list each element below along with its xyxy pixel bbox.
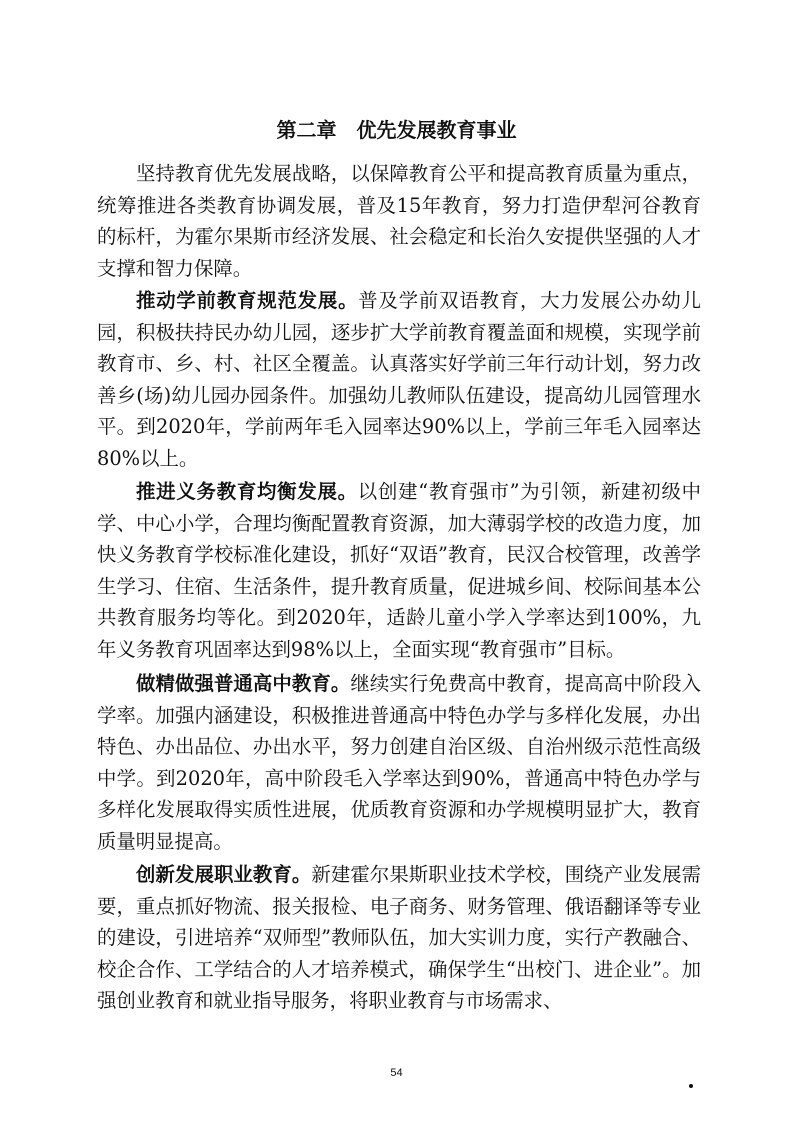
section-vocational-heading: 创新发展职业教育。 [136, 863, 312, 886]
section-compulsory [97, 476, 701, 665]
section-preschool [97, 285, 701, 474]
section-high-school-body: 继续实行免费高中教育，提高高中阶段入学率。加强内涵建设，积极推进普通高中特色办学与多样化发展，办出特色、办出品位、办出水平，努力创建自治区级、自治州级示范性高级中学。到2020年，高中阶段毛入学率达到90%，普通高中特色办学与多样化发展取得实质性进展，优质教育资源和办学规模明显扩大，教育质量明显提高。 [97, 672, 702, 853]
dot-mark [689, 1084, 693, 1088]
section-vocational [97, 859, 701, 1017]
page-number: 54 [390, 1067, 403, 1079]
intro-paragraph: 坚持教育优先发展战略，以保障教育公平和提高教育质量为重点，统筹推进各类教育协调发展，普及15年教育，努力打造伊犁河谷教育的标杆，为霍尔果斯市经济发展、社会稳定和长治久安提供坚强的人才支撑和智力保障。 [97, 162, 701, 280]
chapter-title: 第二章 优先发展教育事业 [276, 118, 517, 142]
section-preschool-heading: 推动学前教育规范发展。 [136, 289, 359, 312]
section-high-school-heading: 做精做强普通高中教育。 [136, 672, 351, 695]
section-preschool-body: 普及学前双语教育，大力发展公办幼儿园，积极扶持民办幼儿园，逐步扩大学前教育覆盖面和规模，实现学前教育市、乡、村、社区全覆盖。认真落实好学前三年行动计划，努力改善乡(场)幼儿园办园条件。加强幼儿教师队伍建设，提高幼儿园管理水平。到2020年，学前两年毛入园率达90%以上，学前三年毛入园率达80%以上。 [97, 289, 702, 470]
section-vocational-body: 新建霍尔果斯职业技术学校，围绕产业发展需要，重点抓好物流、报关报检、电子商务、财务管理、俄语翻译等专业的建设，引进培养“双师型”教师队伍，加大实训力度，实行产教融合、校企合作、工学结合的人才培养模式，确保学生“出校门、进企业”。加强创业教育和就业指导服务，将职业教育与市场需求、 [97, 863, 701, 1012]
section-compulsory-body: 以创建“教育强市”为引领，新建初级中学、中心小学，合理均衡配置教育资源，加大薄弱学校的改造力度，加快义务教育学校标准化建设，抓好“双语”教育，民汉合校管理，改善学生学习、住宿、生活条件，提升教育质量，促进城乡间、校际间基本公共教育服务均等化。到2020年，适龄儿童小学入学率达到100%，九年义务教育巩固率达到98%以上，全面实现“教育强市”目标。 [97, 480, 702, 661]
section-compulsory-heading: 推进义务教育均衡发展。 [136, 480, 358, 503]
section-high-school [97, 668, 701, 857]
